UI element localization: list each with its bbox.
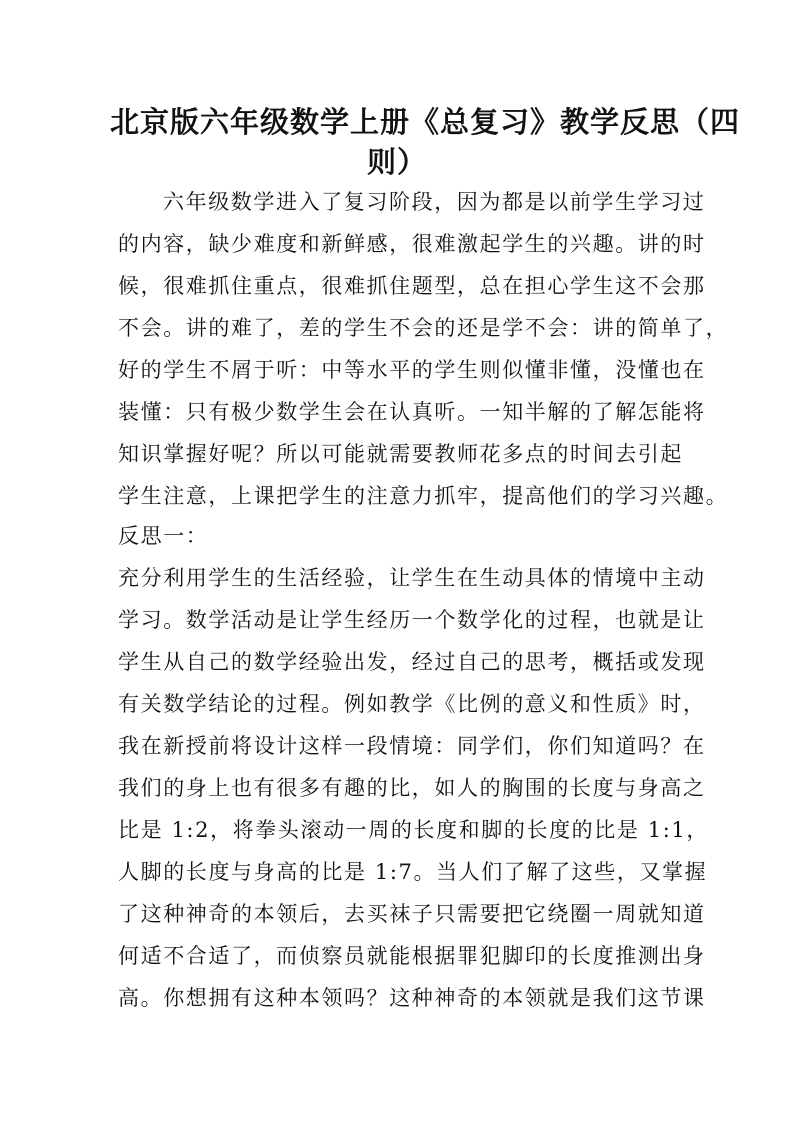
paragraph-line: 了这种神奇的本领后，去买袜子只需要把它绕圈一周就知道 bbox=[118, 902, 706, 926]
paragraph-line: 的内容，缺少难度和新鲜感，很难激起学生的兴趣。讲的时 bbox=[118, 232, 706, 256]
section-heading: 反思一： bbox=[118, 524, 209, 548]
paragraph-line: 不会。讲的难了，差的学生不会的还是学不会：讲的简单了， bbox=[118, 316, 729, 340]
paragraph-line: 六年级数学进入了复习阶段，因为都是以前学生学习过 bbox=[163, 190, 706, 214]
paragraph-line: 知识掌握好呢？所以可能就需要教师花多点的时间去引起 bbox=[118, 442, 683, 466]
paragraph-line: 人脚的长度与身高的比是 1:7。当人们了解了这些，又掌握 bbox=[118, 860, 708, 884]
document-title-line-1: 北京版六年级数学上册《总复习》教学反思（四 bbox=[110, 105, 741, 139]
paragraph-line: 高。你想拥有这种本领吗？这种神奇的本领就是我们这节课 bbox=[118, 986, 706, 1010]
paragraph-line: 学生从自己的数学经验出发，经过自己的思考，概括或发现 bbox=[118, 650, 706, 674]
paragraph-line: 学生注意，上课把学生的注意力抓牢，提高他们的学习兴趣。 bbox=[118, 484, 729, 508]
paragraph-line: 何适不合适了，而侦察员就能根据罪犯脚印的长度推测出身 bbox=[118, 944, 706, 968]
document-title-line-2: 则） bbox=[366, 145, 427, 179]
paragraph-line: 装懂：只有极少数学生会在认真听。一知半解的了解怎能将 bbox=[118, 400, 706, 424]
paragraph-line: 好的学生不屑于听：中等水平的学生则似懂非懂，没懂也在 bbox=[118, 358, 706, 382]
paragraph-line: 学习。数学活动是让学生经历一个数学化的过程，也就是让 bbox=[118, 608, 706, 632]
paragraph-line: 充分利用学生的生活经验，让学生在生动具体的情境中主动 bbox=[118, 566, 706, 590]
paragraph-line: 比是 1:2，将拳头滚动一周的长度和脚的长度的比是 1:1， bbox=[118, 818, 709, 842]
paragraph-line: 我在新授前将设计这样一段情境：同学们，你们知道吗？在 bbox=[118, 734, 706, 758]
paragraph-line: 有关数学结论的过程。例如教学《比例的意义和性质》时， bbox=[118, 692, 706, 716]
paragraph-line: 我们的身上也有很多有趣的比，如人的胸围的长度与身高之 bbox=[118, 776, 706, 800]
paragraph-line: 候，很难抓住重点，很难抓住题型，总在担心学生这不会那 bbox=[118, 274, 706, 298]
